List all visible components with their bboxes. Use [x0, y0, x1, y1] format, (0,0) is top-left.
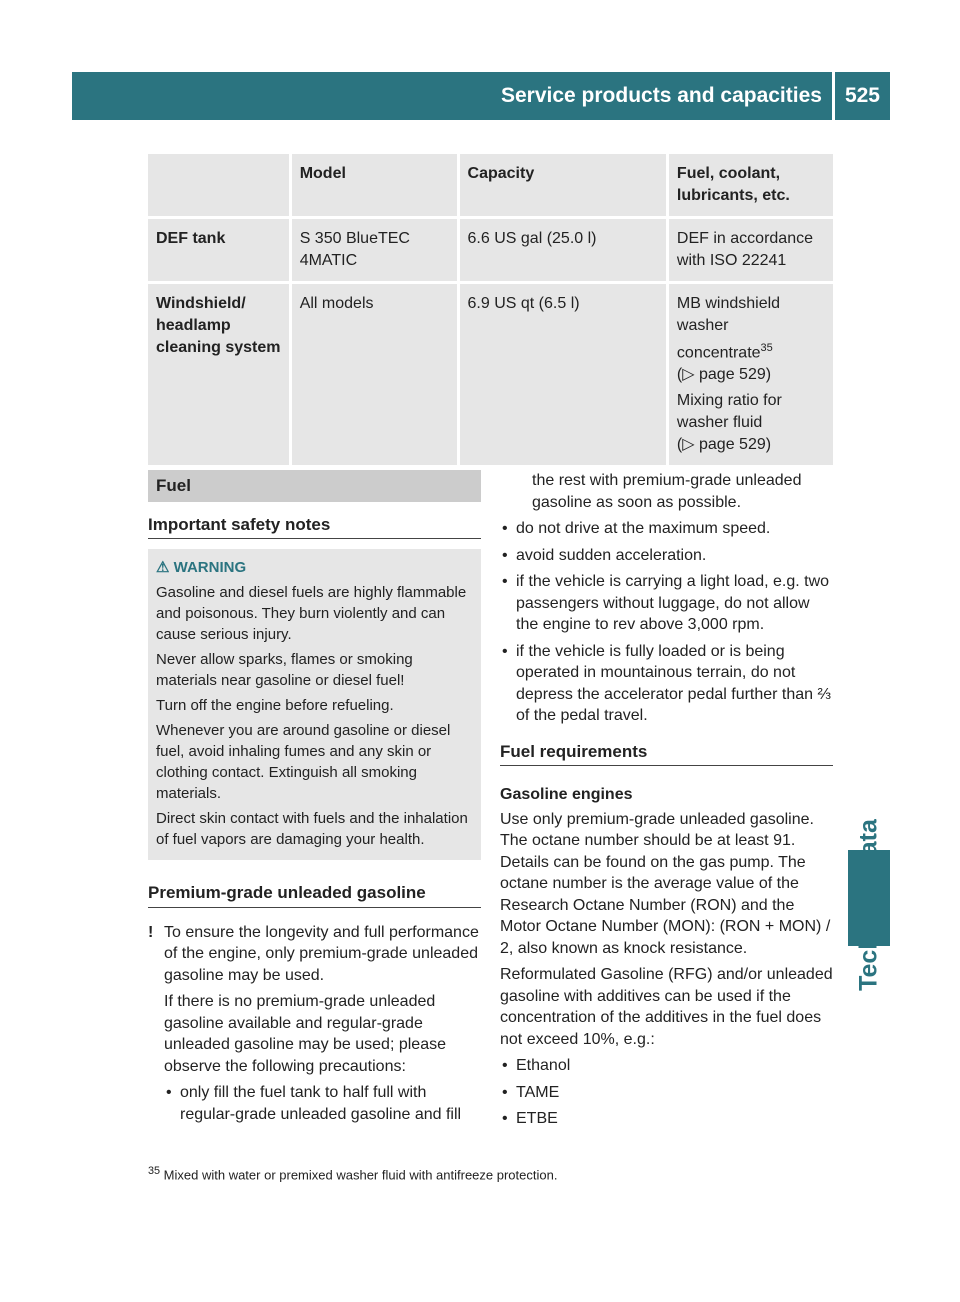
body-text: Reformulated Gasoline (RFG) and/or unleaded gasoline with additives can be used if the concentration of the additives in the fuel does not exceed 10%, e.g.:: [500, 966, 833, 1048]
warning-text: Turn off the engine before refueling.: [156, 697, 394, 714]
warning-title: WARNING: [173, 559, 247, 576]
row-capacity: 6.9 US qt (6.5 l): [458, 283, 667, 467]
continued-text: the rest with premium-grade unleaded gasoline as soon as possible.: [532, 472, 802, 511]
list-item: • only fill the fuel tank to half full with regular-grade unleaded gasoline and fill: [164, 1082, 481, 1125]
list-item: • avoid sudden acceleration.: [500, 545, 833, 567]
fluid-line: Mixing ratio for washer fluid: [676, 392, 782, 432]
footnote-number: 35: [148, 1165, 161, 1177]
section-heading-fuel: Fuel: [148, 470, 481, 502]
right-column: [500, 470, 833, 1135]
body-text: Use only premium-grade unleaded gasoline. The octane number should be at least 91. Details can be found on the gas pump. The octane number is the average value of the Research Octane Number (RON) and the Motor Octane Number (MON): (RON + MON) / 2, also known as knock resistance.: [500, 810, 831, 957]
footnote: [148, 1165, 557, 1182]
row-name: DEF tank: [148, 218, 290, 283]
footnote-ref: 35: [760, 342, 773, 354]
warning-triangle-icon: ⚠: [156, 559, 170, 576]
list-item: • if the vehicle is fully loaded or is being operated in mountainous terrain, do not depress the accelerator pedal further than ⅔ of the pedal travel.: [500, 641, 833, 727]
subheading-gasoline-engines: Gasoline engines: [500, 786, 633, 803]
heading-safety-notes: Important safety notes: [148, 514, 481, 540]
page-number: 525: [844, 84, 880, 107]
fluid-text: MB windshield washer concentrate: [676, 295, 781, 362]
list-item: • do not drive at the maximum speed.: [500, 518, 833, 540]
table-header-row: [148, 154, 833, 218]
capacities-table: [148, 154, 833, 468]
row-model: All models: [290, 283, 458, 467]
row-capacity: 6.6 US gal (25.0 l): [458, 218, 667, 283]
warning-heading: [156, 557, 473, 578]
list-item: • ETBE: [500, 1108, 833, 1130]
section-title: Service products and capacities: [500, 84, 822, 107]
page-header: [72, 72, 890, 120]
list-item: • TAME: [500, 1082, 833, 1104]
row-name: Windshield/ headlamp cleaning system: [148, 283, 290, 467]
warning-text: Never allow sparks, flames or smoking materials near gasoline or diesel fuel!: [156, 651, 413, 689]
page-ref[interactable]: (▷ page 529): [676, 436, 772, 454]
table-header-cell: Model: [290, 154, 458, 218]
note-text: If there is no premium-grade unleaded gasoline available and regular-grade unleaded gasoline may be used; please observe the following precautions:: [164, 993, 446, 1075]
fluid-line: [677, 293, 825, 364]
table-header-cell: Fuel, coolant, lubricants, etc.: [667, 154, 833, 218]
row-model: S 350 BlueTEC 4MATIC: [290, 218, 458, 283]
heading-premium-gasoline: Premium-grade unleaded gasoline: [148, 882, 481, 908]
heading-fuel-requirements: Fuel requirements: [500, 741, 833, 767]
row-fluid: DEF in accordance with ISO 22241: [667, 218, 833, 283]
note-block: [148, 922, 481, 1126]
footnote-text: Mixed with water or premixed washer fluid with antifreeze protection.: [163, 1167, 558, 1183]
exclamation-icon: !: [148, 923, 154, 941]
left-column: [148, 470, 481, 1130]
warning-text: Direct skin contact with fuels and the inhalation of fuel vapors are damaging your health.: [156, 810, 468, 848]
row-fluid-cell: [667, 283, 833, 467]
warning-text: Gasoline and diesel fuels are highly flammable and poisonous. They burn violently and can cause serious injury.: [156, 584, 467, 643]
table-header-cell: Capacity: [458, 154, 667, 218]
page-ref[interactable]: (▷ page 529): [676, 366, 772, 384]
warning-text: Whenever you are around gasoline or diesel fuel, avoid inhaling fumes and any skin or clothing contact. Extinguish all smoking materials.: [156, 722, 451, 802]
side-tab-marker: [848, 850, 890, 946]
warning-box: [148, 549, 481, 860]
table-header-cell: [148, 154, 290, 218]
list-item: • Ethanol: [500, 1055, 833, 1077]
list-item: • if the vehicle is carrying a light load, e.g. two passengers without luggage, do not allow the engine to rev above 3,000 rpm.: [500, 571, 833, 636]
table-row: [148, 283, 833, 467]
note-text: To ensure the longevity and full performance of the engine, only premium-grade unleaded gasoline may be used.: [164, 923, 479, 984]
side-tab: [848, 120, 890, 1215]
table-row: [148, 218, 833, 283]
